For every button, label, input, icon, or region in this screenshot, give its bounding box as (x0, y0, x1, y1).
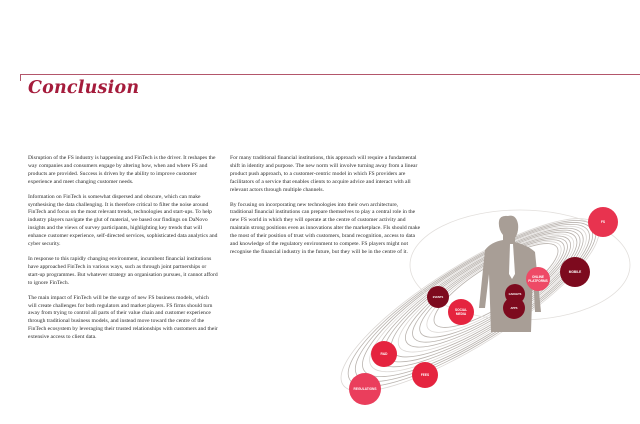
bubble-label: EVENTS (432, 295, 444, 299)
bubble-label: APPS (510, 306, 518, 310)
bubble-events (427, 286, 449, 308)
bubble-fs (588, 207, 618, 237)
bubble-label: REGULATIONS (353, 387, 377, 392)
bubble-label: R&D (380, 352, 388, 357)
bubble-label: FS (600, 220, 606, 225)
orbit-line (345, 200, 607, 400)
bubble-label: SOCIAL (454, 308, 468, 313)
bubble-online (526, 267, 550, 291)
bubble-label: PLATFORMS (528, 279, 548, 284)
bubble-regulations (349, 373, 381, 405)
bubble-label: GADGETS (508, 292, 522, 296)
bubble-social (448, 299, 474, 325)
page-title: Conclusion (28, 78, 140, 98)
bubble-label: MEDIA (455, 312, 467, 317)
paragraph: The main impact of FinTech will be the surge of new FS business models, which will create challenges for both regulators and market players. FS firms should turn away from trying to control all parts of their value chain and customer experience through traditional business models, and instead move toward the centre of the FinTech ecosystem by leveraging their trusted relationships with customers and their extensive access to client data. (28, 294, 218, 341)
bubble-label: MOBILE (568, 270, 582, 275)
paragraph: Information on FinTech is somewhat dispersed and obscure, which can make synthesising the data challenging. It is therefore critical to filter the noise around FinTech and focus on the most relevant trends, technologies and start-ups. To help industry players navigate the glut of material, we based our findings on DaNovo insights and the views of survey participants, highlighting key trends that will enhance customer experience, self-directed services, sophisticated data analytics and cyber security. (28, 193, 218, 248)
bubble-label: ONLINE (531, 275, 545, 280)
paragraph: By focusing on incorporating new technologies into their own architecture, traditional financial institutions can prepare themselves to play a central role in the new FS world in which they will operate at the centre of customer activity and maintain strong positions even as innovations alter the marketplace. FIs should make the most of their position of trust with customers, brand recognition, access to data and knowledge of the regulatory environment to compete. FS players might not recognise the financial industry in the future, but they will be in the centre of it. (230, 201, 421, 255)
paragraph: Disruption of the FS industry is happening and FinTech is the driver. It reshapes the way companies and consumers engage by altering how, when and where FS and products are provided. Success is driven by the ability to improve customer experience and meet changing customer needs. (28, 155, 216, 185)
bubble-apps (503, 297, 525, 319)
bubble-mobile (560, 257, 590, 287)
paragraph: For many traditional financial institutions, this approach will require a fundamental shift in identity and purpose. The new norm will involve turning away from a linear product push approach, to a customer-centric model in which FS providers are facilitators of a service that enables clients to acquire advice and interact with all relevant actors through multiple channels. (230, 155, 418, 193)
bubble-label: FEES (420, 373, 430, 378)
bubble-fees (412, 362, 438, 388)
orbit-line (337, 197, 610, 406)
bubble-rd (371, 341, 397, 367)
paragraph: In response to this rapidly changing environment, incumbent financial institutions have approached FinTech in various ways, such as through joint partnerships or start-up programmes. But whatever strategy an organisation pursues, it cannot afford to ignore FinTech. (28, 255, 218, 286)
